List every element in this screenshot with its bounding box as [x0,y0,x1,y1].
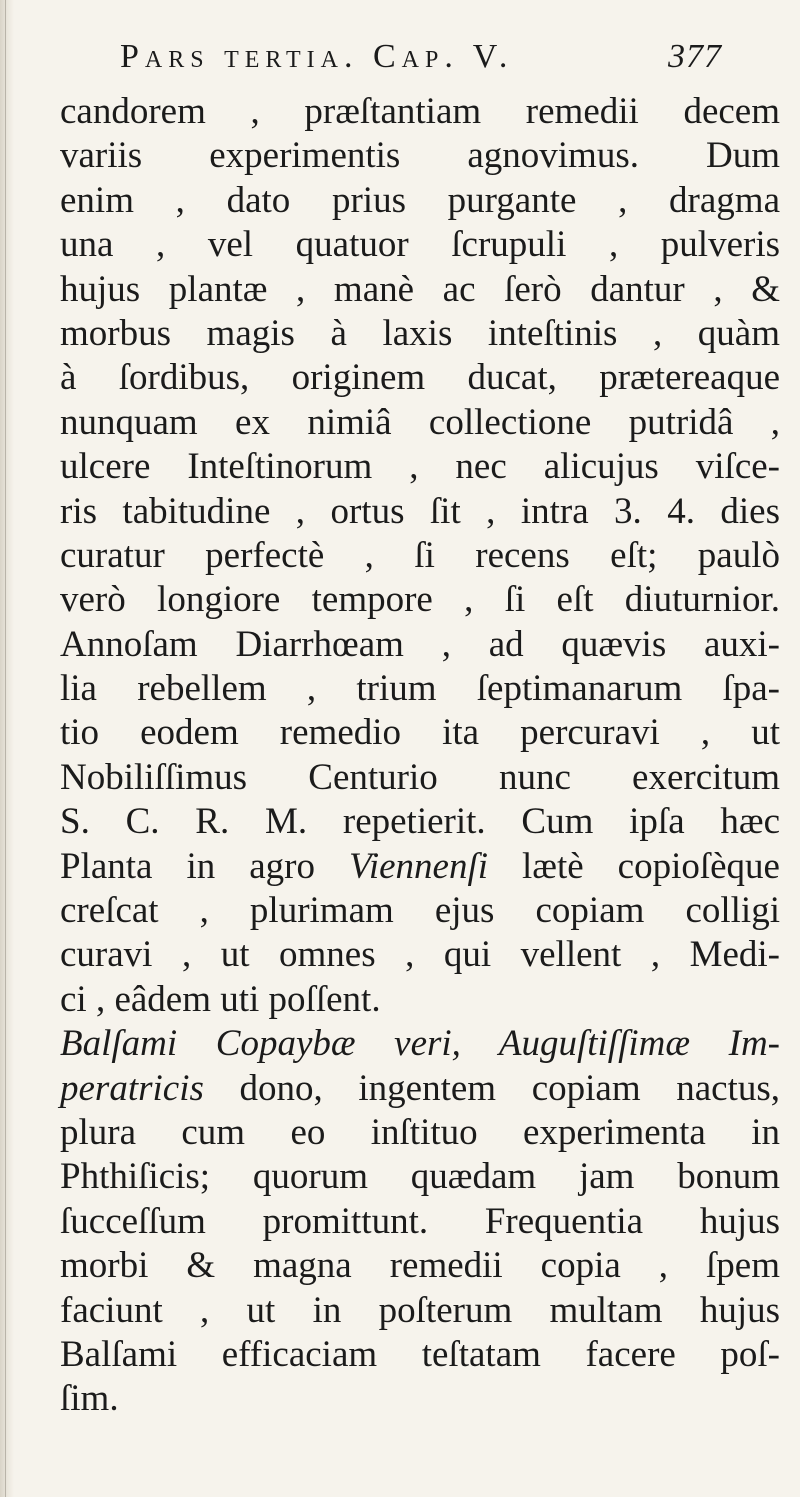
text-line [60,1111,780,1155]
line-text: lia rebellem , trium ſeptimanarum ſpa- [60,668,780,710]
text-line [60,223,780,267]
text-line [60,1022,780,1066]
line-text: Planta in agro [60,845,349,887]
text-line [60,134,780,178]
page-gutter [0,0,14,1497]
line-text: Nobiliſſimus Centurio nunc exercitum [60,756,780,798]
text-line [60,312,780,356]
text-line [60,534,780,578]
line-text: lætè copioſèque [488,845,780,887]
text-line [60,490,780,534]
text-line [60,1067,780,1111]
text-line [60,356,780,400]
line-text: à ſordibus, originem ducat, prætereaque [60,357,780,399]
line-text: curatur perfectè , ſi recens eſt; paulò [60,534,780,576]
line-text: ſucceſſum promittunt. Frequentia hujus [60,1200,780,1242]
text-line [60,1333,780,1377]
line-text: Balſami efficaciam teſtatam facere poſ- [60,1333,780,1375]
text-line [60,578,780,622]
line-text: una , vel quatuor ſcrupuli , pulveris [60,224,780,266]
line-text: tio eodem remedio ita percuravi , ut [60,712,780,754]
line-text: Annoſam Diarrhœam , ad quævis auxi- [60,623,780,665]
text-line [60,845,780,889]
text-line [60,445,780,489]
text-line [60,1155,780,1199]
text-line [60,667,780,711]
running-head-title: Pars tertia. Cap. V. [120,38,514,75]
line-text: ris tabitudine , ortus ſit , intra 3. 4. dies [60,490,780,532]
line-text: creſcat , plurimam ejus copiam colligi [60,890,780,932]
italic-text: Viennenſi [348,845,489,887]
text-line [60,1200,780,1244]
text-line [60,756,780,800]
line-text: morbus magis à laxis inteſtinis , quàm [60,312,780,354]
text-line [60,933,780,977]
text-line [60,1377,780,1421]
line-text: S. C. R. M. repetierit. Cum ipſa hæc [60,801,780,843]
line-text: variis experimentis agnovimus. Dum [60,135,780,177]
text-line [60,179,780,223]
text-line [60,401,780,445]
line-text: hujus plantæ , manè ac ſerò dantur , & [60,268,780,310]
text-line [60,889,780,933]
line-text: candorem , præſtantiam remedii decem [60,91,780,132]
line-text: plura cum eo inſtituo experimenta in [60,1111,780,1153]
page-number: 377 [668,38,722,75]
text-line [60,1244,780,1288]
italic-text: Balſami Copaybæ veri, Auguſtiſſimæ Im- [60,1023,780,1065]
line-text: faciunt , ut in poſterum multam hujus [60,1289,780,1331]
text-line [60,268,780,312]
gutter-line [5,0,6,1497]
text-line [60,800,780,844]
text-line [60,978,780,1022]
running-head [120,38,720,88]
line-text: Phthiſicis; quorum quædam jam bonum [60,1156,780,1198]
line-text: dono, ingentem copiam nactus, [203,1067,780,1109]
text-line [60,623,780,667]
line-text: verò longiore tempore , ſi eſt diuturnior. [60,579,780,621]
line-text: nunquam ex nimiâ collectione putridâ , [60,401,780,443]
line-text: enim , dato prius purgante , dragma [60,179,780,221]
line-text: ci , eâdem uti poſſent. [60,978,381,1020]
line-text: curavi , ut omnes , qui vellent , Medi- [60,934,780,976]
text-line [60,1289,780,1333]
line-text: ulcere Inteſtinorum , nec alicujus viſce- [60,446,780,488]
italic-text: peratricis [60,1067,204,1109]
text-line [60,90,780,134]
line-text: morbi & magna remedii copia , ſpem [60,1245,780,1287]
body-text [60,90,780,1422]
line-text: ſim. [60,1378,119,1420]
text-line [60,711,780,755]
